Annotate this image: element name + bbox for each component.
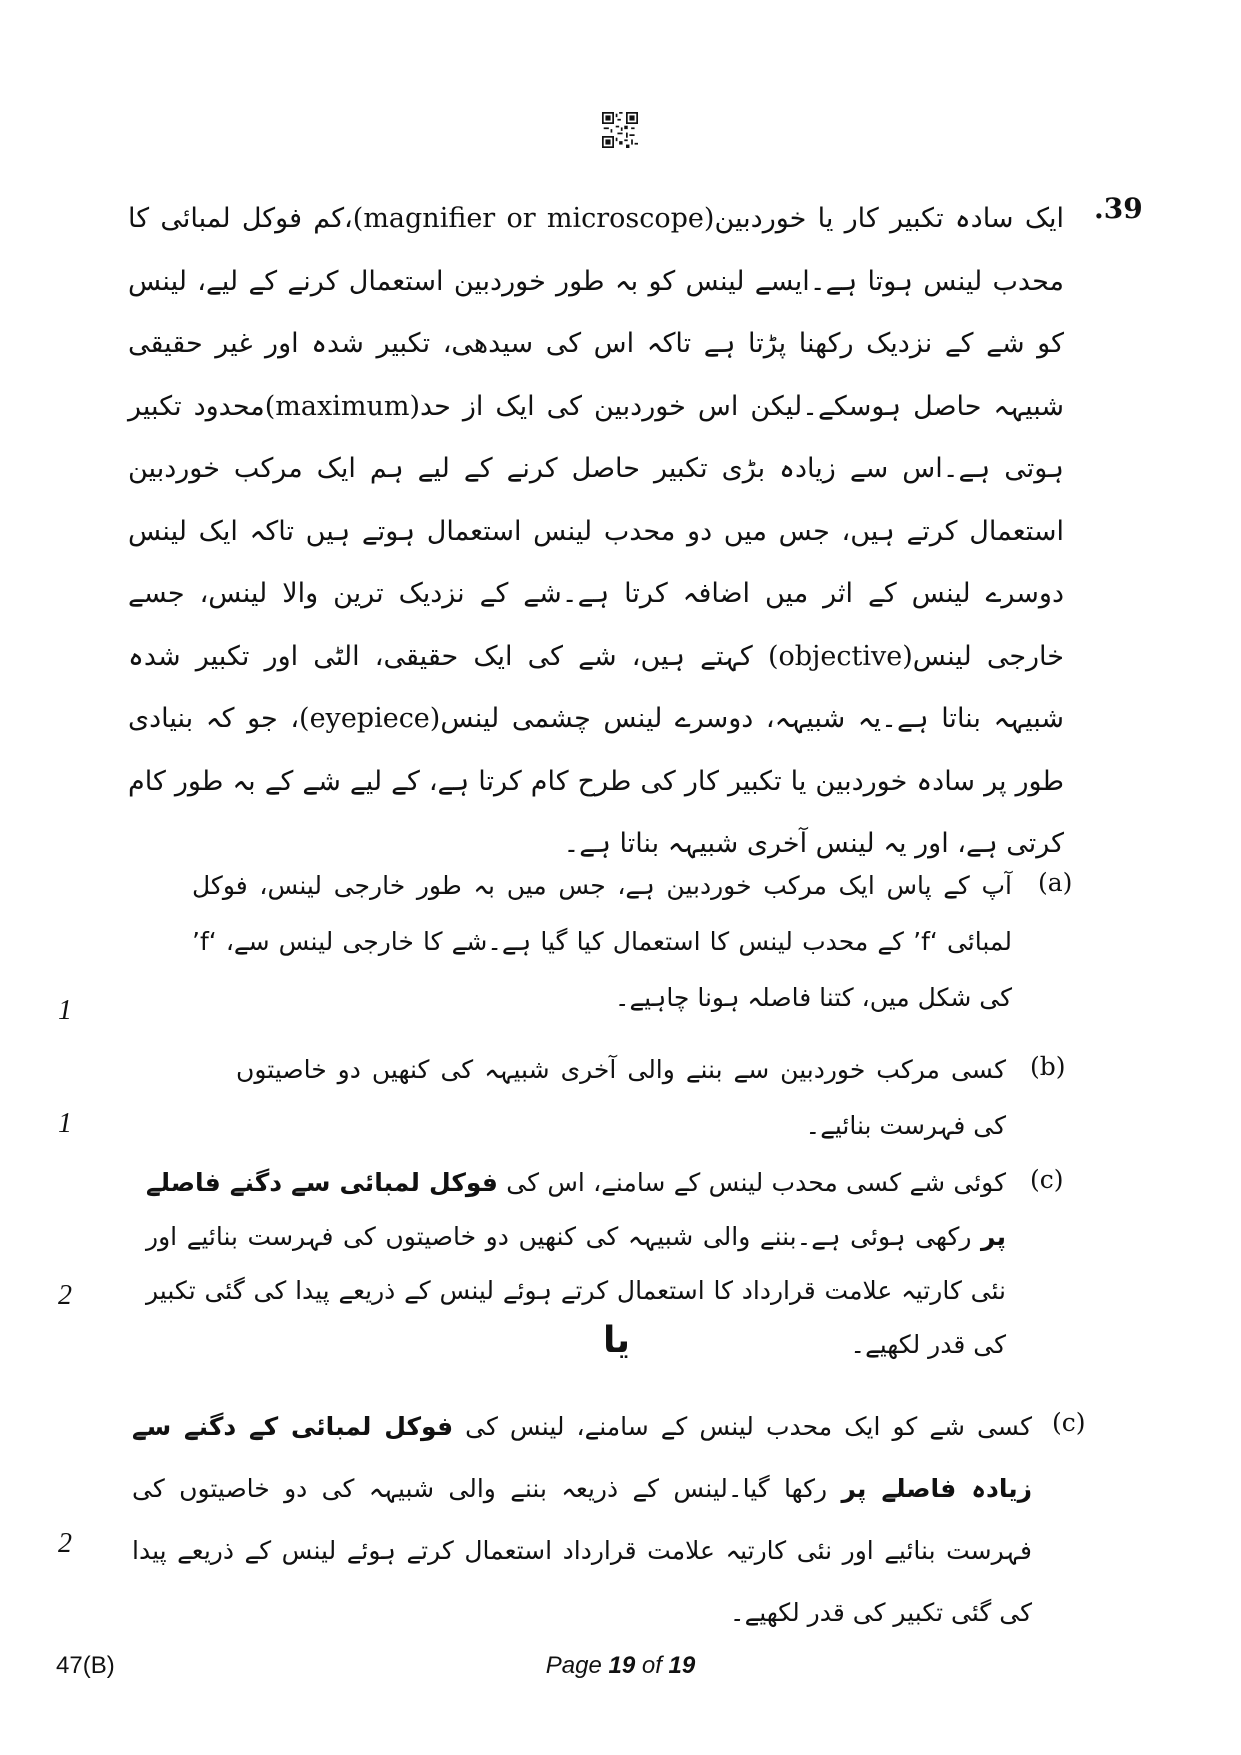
intro-term-eyepiece: (eyepiece) (299, 703, 441, 734)
part-c-text-after: رکھی ہوئی ہے۔بننے والی شبیہہ کی کنھیں دو خاصیتوں کی فہرست بنائیے اور نئی کارتیہ علامت قرارداد کا استعمال کرتے ہوئے لینس کے ذریعے پیدا کی گئی تکبیر کی قدر لکھیے۔ (146, 1222, 1006, 1359)
part-b-marks: 1 (58, 1108, 72, 1139)
part-b-text: کسی مرکب خوردبین سے بننے والی آخری شبیہہ کی کنھیں دو خاصیتوں کی فہرست بنائیے۔ (236, 1055, 1006, 1140)
part-c-text-bold: فوکل لمبائی سے دگنے فاصلے پر (146, 1168, 1006, 1251)
page-total: 19 (668, 1652, 696, 1679)
intro-text-5: ، جو کہ بنیادی طور پر سادہ خوردبین یا تکبیر کار کی طرح کام کرتا ہے، کے لیے شے کے بہ طور کام کرتی ہے، اور یہ لینس آخری شبیہہ بناتا ہے۔ (128, 703, 1064, 859)
part-c-text (146, 1156, 1006, 1372)
or-separator: یا (603, 1320, 631, 1361)
intro-term-magnifier: (magnifier or microscope) (352, 203, 715, 234)
page-number (0, 1652, 1241, 1680)
alt-part-c-text (132, 1396, 1032, 1644)
intro-text-2: ،کم فوکل لمبائی کا محدب لینس ہوتا ہے۔ایسے لینس کو بہ طور خوردبین استعمال کرنے کے لیے، لینس کو شے کے نزدیک رکھنا پڑتا ہے تاکہ اس کی سیدھی، تکبیر شدہ اور غیر حقیقی شبیہہ حاصل ہوسکے۔لیکن اس خوردبین کی ایک از حد (128, 203, 1064, 422)
intro-text-3: محدود تکبیر ہوتی ہے۔اس سے زیادہ بڑی تکبیر حاصل کرنے کے لیے ہم ایک مرکب خوردبین استعمال کرتے ہیں، جس میں دو محدب لینس استعمال ہوتے ہیں تاکہ ایک لینس دوسرے لینس کے اثر میں اضافہ کرتا ہے۔شے کے نزدیک ترین والا لینس، جسے خارجی لینس (128, 390, 1064, 672)
page-current: 19 (608, 1652, 636, 1679)
alt-part-c-text-bold: فوکل لمبائی کے دگنے سے زیادہ فاصلے پر (132, 1412, 1032, 1503)
intro-term-maximum: (maximum) (264, 390, 420, 422)
question-number: .39 (1094, 192, 1143, 225)
alt-part-c-text-after: رکھا گیا۔لینس کے ذریعہ بننے والی شبیہہ کی دو خاصیتوں کی فہرست بنائیے اور نئی کارتیہ علامت قرارداد استعمال کرتے ہوئے لینس کے ذریعے پیدا کی گئی تکبیر کی قدر لکھیے۔ (132, 1474, 1032, 1627)
part-c-text-before: کوئی شے کسی محدب لینس کے سامنے، اس کی (497, 1168, 1006, 1197)
alt-part-c-label: (c) (1052, 1408, 1086, 1437)
of-word: of (641, 1652, 662, 1679)
paper-code: 47(B) (56, 1652, 115, 1679)
alt-part-c-marks: 2 (58, 1528, 72, 1559)
part-a-label: (a) (1038, 868, 1073, 897)
intro-text-1: ایک سادہ تکبیر کار یا خوردبین (714, 203, 1064, 234)
part-c-label: (c) (1030, 1165, 1064, 1194)
part-a-text: آپ کے پاس ایک مرکب خوردبین ہے، جس میں بہ طور خارجی لینس، فوکل لمبائی ‘f’ کے محدب لینس کا استعمال کیا گیا ہے۔شے کا خارجی لینس سے، ‘f’ کی شکل میں، کتنا فاصلہ ہونا چاہیے۔ (192, 871, 1012, 1012)
part-a-marks: 1 (58, 995, 72, 1026)
intro-term-objective: (objective) (767, 640, 913, 672)
page-word: Page (545, 1652, 602, 1679)
alt-part-c-text-before: کسی شے کو ایک محدب لینس کے سامنے، لینس کی (453, 1412, 1032, 1441)
intro-text-4: کہتے ہیں، شے کی ایک حقیقی، الٹی اور تکبیر شدہ شبیہہ بناتا ہے۔یہ شبیہہ، دوسرے لینس چشمی لینس (128, 640, 1064, 734)
part-c-marks: 2 (58, 1280, 72, 1311)
part-b-label: (b) (1030, 1052, 1066, 1081)
question-intro (128, 188, 1064, 876)
qr-code-icon (602, 112, 638, 148)
